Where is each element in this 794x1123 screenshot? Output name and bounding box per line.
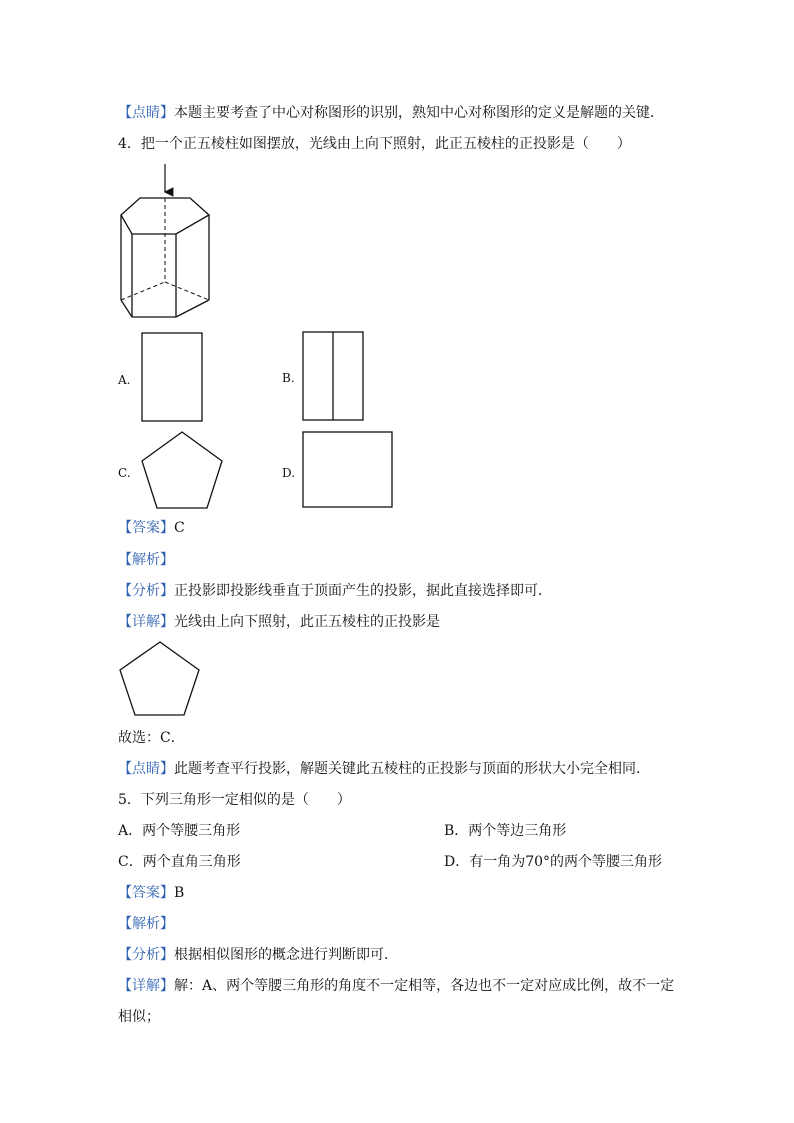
q4-fenxi-text: 正投影即投影线垂直于顶面产生的投影，据此直接选择即可． bbox=[174, 583, 552, 599]
pentagonal-prism-figure bbox=[110, 162, 220, 322]
q4-fenxi bbox=[118, 582, 552, 600]
q4-option-b-label: B. bbox=[282, 371, 295, 385]
q4-option-a-label: A. bbox=[118, 373, 131, 387]
q5-xiangjie-tag: 【详解】 bbox=[118, 978, 174, 994]
q4-xiangjie-tag: 【详解】 bbox=[118, 614, 174, 630]
q4-analysis-heading: 【解析】 bbox=[118, 552, 174, 568]
q5-answer bbox=[118, 884, 184, 902]
q5-analysis-heading: 【解析】 bbox=[118, 916, 174, 932]
q4-option-d-label: D. bbox=[282, 466, 296, 480]
q4-choice: 故选：C． bbox=[118, 730, 185, 746]
q4-xiangjie bbox=[118, 613, 440, 631]
q4-dianjing bbox=[118, 760, 650, 778]
q5-xiangjie-text: 解：A、两个等腰三角形的角度不一定相等，各边也不一定对应成比例，故不一定 bbox=[174, 978, 675, 994]
q4-stem: 4．把一个正五棱柱如图摆放，光线由上向下照射，此正五棱柱的正投影是（ ） bbox=[118, 136, 631, 152]
q4-dianjing-tag: 【点睛】 bbox=[118, 761, 174, 777]
q4-option-d-rectangle bbox=[302, 431, 394, 509]
q5-answer-tag: 【答案】 bbox=[118, 885, 174, 901]
q3-dianjing-tag: 【点睛】 bbox=[118, 105, 174, 121]
q4-option-c-pentagon bbox=[139, 430, 225, 510]
q5-option-a: A．两个等腰三角形 bbox=[118, 823, 241, 839]
q4-option-a-rectangle bbox=[141, 332, 205, 424]
q4-dianjing-text: 此题考查平行投影，解题关键此五棱柱的正投影与顶面的形状大小完全相同． bbox=[174, 761, 650, 777]
q5-stem: 5．下列三角形一定相似的是（ ） bbox=[118, 792, 351, 808]
q5-option-c: C．两个直角三角形 bbox=[118, 854, 241, 870]
q5-xiangjie bbox=[118, 977, 674, 995]
q4-option-b-split-rectangle bbox=[302, 331, 366, 423]
q5-xiangjie-continued: 相似； bbox=[118, 1009, 160, 1025]
q4-answer bbox=[118, 519, 185, 537]
q5-fenxi bbox=[118, 946, 398, 964]
q5-fenxi-text: 根据相似图形的概念进行判断即可． bbox=[174, 947, 398, 963]
q5-option-d: D．有一角为70°的两个等腰三角形 bbox=[444, 854, 663, 870]
q5-answer-text: B bbox=[174, 885, 185, 901]
q4-fenxi-tag: 【分析】 bbox=[118, 583, 174, 599]
q5-option-b: B．两个等边三角形 bbox=[444, 823, 567, 839]
q4-answer-text: C bbox=[174, 520, 185, 536]
q4-option-c-label: C. bbox=[118, 466, 131, 480]
q4-solution-pentagon bbox=[118, 640, 202, 718]
q3-dianjing-text: 本题主要考查了中心对称图形的识别，熟知中心对称图形的定义是解题的关键． bbox=[174, 105, 664, 121]
q3-dianjing bbox=[118, 104, 664, 122]
q4-answer-tag: 【答案】 bbox=[118, 520, 174, 536]
q4-xiangjie-text: 光线由上向下照射，此正五棱柱的正投影是 bbox=[174, 614, 440, 630]
q5-fenxi-tag: 【分析】 bbox=[118, 947, 174, 963]
